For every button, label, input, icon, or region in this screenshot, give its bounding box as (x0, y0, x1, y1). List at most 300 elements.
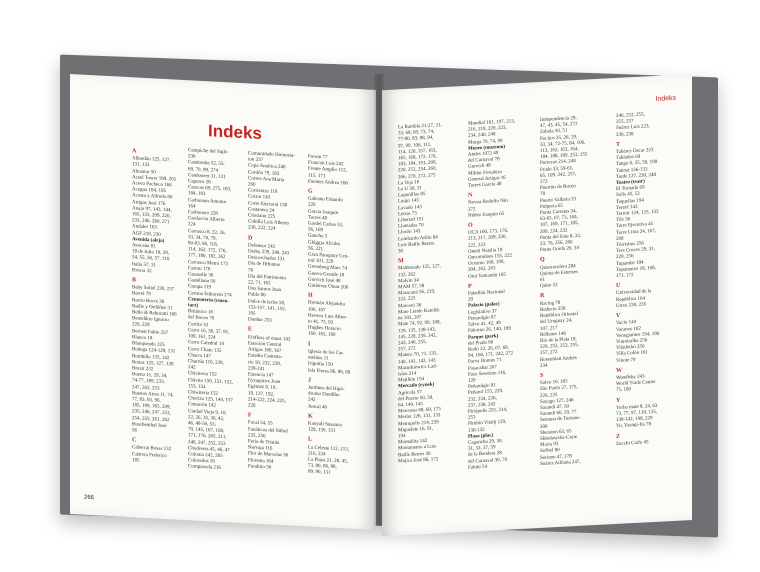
index-entry: Tequellas 194 (616, 198, 644, 205)
index-entry: 56, 221 (308, 246, 323, 253)
index-entry: La Plaza 21, 28, 45, (308, 457, 348, 465)
index-entry: 177, 180, 182, 262 (188, 253, 226, 261)
index-entry: Artigas 168, 167 (248, 347, 282, 355)
index-entry: 138-142, 198, 228 (616, 416, 653, 424)
index-entry: 33, 34, 72-75, 84, 106, (540, 140, 586, 148)
index-entry: Galeano Eduardo (308, 196, 343, 204)
index-entry: Derby 239, 240, 243 (248, 249, 290, 257)
index-entry: Estancia 147 (248, 372, 274, 379)
index-entry: Eyzaguirre Juan (248, 378, 281, 386)
index-entry: Buenos Aires 11, 74, (132, 390, 174, 399)
index-entry: Mate 74, 92, 99, 108, (398, 320, 441, 328)
index-entry: Francini Luis 242 (308, 160, 344, 168)
index-letter-heading: T (616, 141, 621, 148)
index-entry: Rosenblatt Andrés (540, 355, 577, 363)
index-entry: Independencia 29, (540, 116, 577, 123)
index-entry: 242 (188, 365, 196, 371)
index-entry: 65, 109, 242, 257, (540, 171, 577, 179)
index-entry: Pabellón Nacional (468, 289, 505, 297)
index-entry: Copa América 240 (248, 163, 286, 171)
index-entry: República Oriental (540, 312, 578, 320)
index-entry: Candombe 52, 53, (188, 160, 225, 168)
index-entry: Costanera 24 (248, 207, 275, 214)
index-entry: 73, 80, 86, 88, (308, 463, 337, 471)
index-entry: Tannat 126-133 (616, 166, 648, 174)
index-entry: Bodega 124-129, 131 (132, 347, 176, 355)
index-entry: Rodó 22, 26, 67, 68, (468, 345, 509, 353)
index-entry: Salvo 41, 42, 49 (468, 321, 501, 328)
index-entry: 235, 256 (248, 433, 266, 439)
index-entry: Luis Batlle Berres (398, 241, 435, 249)
index-entry: Llamadas 70 (398, 223, 424, 230)
index-entry: Batlle Berres 30 (398, 451, 431, 458)
index-entry: Montañita 142 (398, 439, 428, 446)
index-entry: Cerro 16, 36, 37, 91, (188, 328, 230, 336)
index-entry: 165, 155, 209, 220, (132, 212, 171, 220)
index-entry: 220, 256 (616, 254, 634, 261)
index-entry: Carbonero 228 (188, 210, 218, 217)
index-entry: 78 (248, 267, 253, 274)
index-entry: Avocena 81 (132, 243, 156, 250)
index-entry: Dos Santos Juan (248, 286, 282, 294)
index-entry: 232, 234, 236, (468, 395, 497, 403)
index-entry: Letras 73 (398, 211, 417, 218)
index-entry: Novoa Rodolfo Nin (468, 199, 508, 207)
index-entry: Carrasco 8, 22, 26, (188, 228, 226, 236)
index-entry: del Carnaval 30, 70 (468, 457, 508, 465)
index-entry: Puerto Vallarta 53 (540, 196, 577, 204)
index-entry: Corte Electoral 138 (248, 200, 288, 209)
index-letter-heading: S (540, 372, 544, 379)
right-page (382, 74, 692, 536)
index-column-5 (398, 123, 442, 465)
index-entry: 107, 169, 171, 185, (540, 221, 579, 229)
index-entry: Tarde 127, 230, 248 (616, 172, 657, 180)
index-entry: 130-132 (468, 427, 485, 434)
index-entry: Oroi Yamandú 165 (468, 272, 506, 280)
index-column-2 (188, 148, 233, 473)
index-entry: Sarandí 47, 50 (540, 404, 570, 411)
index-entry: Pablo 86 (248, 292, 266, 299)
index-entry: 234 (540, 363, 548, 369)
index-entry: Parque (park) (468, 333, 499, 341)
index-entry: General Artigas 16 (468, 175, 506, 183)
index-letter-heading: Z (616, 433, 621, 440)
index-entry: Casasolle 36 (188, 272, 214, 279)
index-entry: Tile 36 (616, 217, 631, 224)
index-letter-heading: G (308, 188, 313, 195)
index-entry: Acegua 184, 195 (132, 187, 167, 195)
index-entry: 194 (398, 433, 406, 440)
index-entry: Chorizo 125, 144, 157 (188, 396, 233, 404)
index-entry: Parva Domus 71 (468, 358, 502, 366)
index-entry: Sheraton 63, 65 (540, 429, 572, 436)
index-entry: del Uruguay 24, (540, 318, 573, 326)
index-entry: 226 (308, 202, 316, 209)
index-entry: Cimarrón 142 (188, 402, 216, 409)
index-letter-heading: K (308, 413, 313, 420)
index-letter-heading: B (132, 277, 137, 284)
index-entry: 255, 257 (616, 119, 634, 126)
index-entry: Maria 93 (540, 442, 559, 449)
index-entry: 56, 169 (308, 227, 323, 234)
index-entry: Barrio Bocre 36 (132, 297, 165, 305)
index-entry: Cerro Catedral 14 (188, 340, 224, 348)
index-entry: Teatro (teatr) (616, 179, 645, 187)
index-entry: 183, 184, 191, 209, (398, 160, 437, 168)
index-entry: Cristiano 225 (248, 213, 276, 220)
index-entry: 253 (468, 415, 476, 421)
index-entry: 115, 171 (308, 173, 326, 179)
index-entry: 243, 246, 255, (398, 339, 427, 347)
index-letter-heading: Y (616, 397, 621, 404)
index-entry: 164 (188, 204, 196, 210)
index-entry: Torres García 48 (468, 182, 502, 189)
index-letter-heading: A (132, 148, 137, 155)
index-entry: La Teja 16 (398, 180, 420, 187)
index-letter-heading: D (248, 234, 253, 242)
index-entry: 153, 154 (188, 383, 206, 390)
index-entry: 224 (188, 222, 196, 229)
index-entry: 184, 188, 189, 253, 255 (540, 152, 588, 161)
index-entry: Barrel 79 (132, 291, 151, 298)
index-entry: 18 de Julio 18, 29, (132, 249, 169, 257)
index-entry: Chivito 150, 151, 152, (188, 377, 234, 386)
index-entry: Cordón 79, 183 (248, 169, 280, 177)
index-entry: 216, 234 (308, 451, 326, 458)
index-entry: 209, 224, 232 (540, 228, 568, 235)
index-entry: Tablados 69 (616, 154, 641, 162)
index-letter-heading: P (468, 283, 472, 290)
index-entry: Metropolis 214, 239 (398, 419, 439, 427)
index-entry: Torre Ejecutiva 45 (616, 222, 654, 230)
index-entry: Onetti Natalia 18 (468, 247, 503, 255)
index-entry: Castellano 50 (188, 278, 216, 285)
index-entry: Acevo Pacheco 166 (132, 181, 172, 189)
index-entry: Carrasco Metro 173 (188, 259, 228, 267)
index-entry: Tabárez Óscar 223 (616, 148, 654, 155)
index-entry: 29 (468, 297, 473, 304)
index-entry: Legislativo 37 (468, 308, 497, 316)
index-entry: Pulpería 65 (540, 203, 563, 210)
index-entry: 171, 172 (616, 273, 634, 280)
index-entry: Terroir 124, 125, 133 (616, 209, 659, 218)
index-entry: Fabini 54 (468, 464, 488, 471)
index-entry: Blanco 18 (132, 335, 153, 342)
index-column-8 (616, 112, 659, 448)
index-entry: 69, 70, 99, 274 (188, 166, 218, 174)
index-entry: Acosta y Alfredo 80 (132, 193, 173, 201)
index-entry: Pocitos 25, 26, 29, (540, 134, 578, 142)
index-entry: 46, 48-50, 53, (188, 421, 216, 428)
index-entry: Peñarolgio 81 (468, 383, 496, 390)
index-entry: Mundial 161, 197, 213, (468, 119, 515, 127)
index-entry: Guerra Grande 18 (308, 271, 345, 279)
index-entry: Gurvich 48 (468, 163, 491, 171)
index-entry: Prado 33, 59-61, (540, 165, 574, 173)
index-entry: Bonaz 125, 127, 128 (132, 359, 174, 368)
index-entry: Vacío 144 (616, 320, 637, 327)
index-entry: Irigoitia 150 (308, 361, 333, 369)
index-entry: 129, 130, 131 (308, 427, 336, 435)
index-entry: Herrera Luis Alber- (308, 313, 348, 321)
index-entry: Caberrat Rosas 132 (132, 445, 172, 453)
index-entry: 236 (188, 154, 196, 160)
index-entry: Lavado 143 (398, 204, 422, 212)
index-entry: Campiche del Siglo (188, 148, 228, 156)
page-title: Indeks (208, 121, 262, 144)
index-entry: 234, 240, 248 (468, 132, 496, 140)
index-entry: Solís 45, 52 (616, 192, 640, 199)
index-entry: Anajo 97, 143, 144, (132, 206, 172, 214)
index-column-3 (248, 151, 295, 472)
index-entry: 22, 71, 165 (248, 280, 271, 287)
index-entry: Bueno 11, 29, 34, (132, 372, 168, 380)
index-entry: 247, 262, 253 (132, 384, 160, 392)
index-entry: 109, 161, 224 (188, 334, 216, 341)
index-entry: 120 (468, 378, 476, 384)
index-entry: Gaucho 5 (308, 233, 328, 240)
index-entry: rio 18, 232, 239, (248, 359, 282, 367)
index-entry: 94, 160, 171, 242, 272 (468, 351, 513, 359)
index-entry: 131, 133 (132, 162, 150, 169)
index-entry: Candoneet 31, 131 (188, 172, 226, 180)
index-entry: Punta Gorda 26, 34 (540, 246, 579, 254)
index-entry: Puertito de Buceo (540, 184, 576, 192)
index-entry: ne 202, 207 (398, 315, 422, 322)
index-entry: Cubilla Luis Alberto (248, 219, 290, 227)
index-entry: Tereré 143 (616, 204, 638, 211)
index-entry: Narvaja 116 (248, 445, 273, 452)
index-entry: Isla Flores 86, 88, 89 (308, 367, 351, 376)
index-entry: Cerro Chato 135 (188, 346, 222, 354)
index-entry: Agrícola 57 (398, 389, 422, 396)
index-entry: Hermán Alejandra (308, 300, 345, 308)
index-letter-heading: U (616, 283, 621, 290)
index-entry: La Celeste 112, 213, (308, 445, 350, 453)
index-column-6 (468, 119, 515, 471)
index-entry: Forum 77 (308, 154, 328, 161)
index-entry: Hughes Horacio (308, 325, 341, 333)
index-entry: Fuentes Andrea 180 (308, 179, 348, 187)
index-entry: Pałacio (pałac) (468, 302, 500, 310)
index-entry: Gutiérrez Omar 206 (308, 283, 349, 291)
index-entry: Murga 70, 74, 99 (468, 138, 503, 146)
index-entry: Chivitería 152 (188, 371, 217, 379)
index-entry: Yo, Yaangi-Ita 78 (616, 422, 652, 430)
index-entry: 73, 77, 97, 118, 135, (616, 409, 658, 417)
index-entry: 254, 255, 261, 262 (132, 415, 170, 423)
index-entry: Llorón 143 (398, 229, 421, 236)
index-letter-heading: J (308, 377, 311, 384)
index-entry: 242 (308, 397, 316, 404)
index-entry: OCA 160, 173, 176, (468, 228, 509, 236)
index-entry: 260 (248, 182, 256, 188)
index-entry: 78 (540, 192, 545, 198)
index-entry: 107, 217 (540, 325, 558, 332)
index-entry: La U 30, 31 (398, 186, 422, 193)
index-entry: Universidad de la (616, 289, 652, 297)
index-entry: Plaza (plac) (468, 433, 494, 440)
index-entry: Cavana Editorem 274 (188, 290, 232, 299)
index-entry: Tórrisbus 256 (616, 241, 644, 249)
index-entry: Batlle y Ordóñez 31 (132, 304, 173, 312)
index-entry: Miguelete 16, 91, (398, 426, 434, 434)
index-entry: Río de la Plata 18, (540, 336, 577, 344)
index-entry: 106, 107 (308, 307, 326, 314)
index-entry: 132, 262 (398, 272, 416, 279)
index-entry: Casapa 119 (188, 284, 212, 291)
index-entry: 80-83, 86, 105, (188, 241, 219, 248)
index-entry: Maldonado 125, 127, (398, 264, 441, 272)
index-entry: Colonia 242, 265 (188, 452, 223, 459)
index-entry: 185, 199, 165, 209, (132, 403, 171, 411)
index-entry: Racing 78 (540, 300, 561, 307)
index-entry: del Buceo 78 (188, 315, 215, 323)
index-entry: Andaler 163 (132, 224, 157, 231)
index-letter-heading: V (616, 312, 621, 320)
index-entry: Comunidado Homosia- (248, 151, 295, 159)
index-entry: Punta Carretas 34, (540, 209, 577, 217)
index-entry: Charrúa 116, 238, (188, 359, 224, 366)
index-entry: Artigas José 176 (132, 199, 166, 207)
index-entry: 47, 43, 45, 54, 272 (540, 122, 578, 130)
index-entry: Cagancha 29, 30, (468, 438, 503, 446)
index-entry: 75, 180 (616, 387, 631, 394)
index-entry: Aboiatar 50 (132, 168, 156, 176)
index-entry: Malvín 34 (398, 278, 419, 285)
index-entry: 19, 137, 192, (248, 390, 275, 398)
index-entry: Museo (muzeum) (468, 144, 506, 152)
index-entry: El Tornado 69 (616, 185, 645, 193)
index-entry: Descorchados 131 (248, 255, 285, 263)
index-entry: García Joaquín (308, 209, 339, 216)
index-entry: 160, 162, 168 (308, 331, 336, 339)
index-entry: 63-65, 67, 73, 104, (540, 215, 578, 223)
index-entry: Greenberg Marc 74 (308, 264, 348, 272)
index-entry: Venegiamos 194, 196 (616, 331, 660, 339)
index-letter-heading: W (616, 367, 622, 374)
index-entry: 185 (132, 457, 140, 464)
index-entry: Baby Soliel 230, 237 (132, 285, 175, 293)
index-entry: Ghiggia Alcides (308, 240, 341, 247)
index-entry: Carbonam Antonio (188, 197, 227, 205)
index-entry: Blanqueado 225 (132, 341, 165, 349)
index-entry: 184, 193 (188, 191, 206, 198)
index-entry: Colorados 18 (188, 458, 215, 465)
index-entry: 165, 168, 172, 176, (398, 154, 437, 162)
index-letter-heading: N (468, 192, 473, 199)
index-entry: Correa Ana María (248, 176, 285, 184)
index-entry: 145, 228, 239, 242, (398, 333, 437, 341)
index-entry: Gurvich José 48 (308, 277, 341, 285)
index-entry: Pasacabar 267 (468, 364, 497, 372)
index-entry: Chacra 147 (188, 352, 211, 360)
index-entry: Quito 22 (540, 283, 558, 290)
index-entry: tarz) (188, 303, 199, 309)
index-entry: Comparsola 216 (188, 464, 221, 472)
index-entry: Cabrera Federico (132, 451, 167, 459)
index-entry: Mare Lendo Katolik- (398, 308, 441, 316)
index-entry: 266, 270, 272, 275 (398, 173, 436, 181)
index-entry: Caracas 69, 275, 183, (188, 185, 232, 193)
index-entry: 272 (540, 179, 548, 185)
index-entry: 33, 68, 69, 73, 74, (398, 129, 435, 137)
index-entry: 54, 55, 56, 57, 110 (132, 255, 170, 263)
index-entry: 56 (132, 428, 137, 434)
index-entry: La Rambla 21-27, 31, (398, 123, 442, 131)
index-entry: Maracaná 56, 219, (398, 289, 436, 297)
index-entry: Carrau 178 (188, 266, 211, 273)
index-entry: World Trade Center (616, 380, 656, 388)
index-entry: Egémez 8, 10, (248, 384, 277, 392)
index-entry: 22, 26, 35, 36, 42, (188, 414, 225, 422)
index-entry: 77, 83, 93, 96, (132, 397, 161, 404)
index-letter-heading: O (468, 222, 473, 229)
index-entry: Suárez Luis 223, (616, 124, 650, 132)
index-entry: Mujica José 86, 172 (398, 457, 439, 465)
index-entry: Yerba mate 8, 24, 63 (616, 403, 658, 411)
index-entry: 246, 252, 253, (616, 112, 645, 119)
index-letter-heading: I (308, 341, 311, 348)
index-entry: Pirubin Vitalij 129, (468, 420, 507, 428)
index-entry: Cardaccio Alberto (188, 216, 225, 224)
index-entry: Bello & Reboratti 166 (132, 310, 177, 318)
index-entry: Corrientes 118 (248, 188, 278, 196)
index-letter-heading: C (132, 437, 137, 444)
index-entry: Ciudad Vieja 9, 10, (188, 408, 227, 416)
running-header: Indeks (655, 94, 676, 103)
index-entry: Rivera 32 (132, 268, 152, 275)
index-entry: Villa Colón 161 (616, 350, 648, 358)
index-entry: 140, 141, 142, 143 (398, 357, 436, 365)
index-entry: Punta del Este 8, 22, (540, 233, 582, 241)
index-entry: Chiwitería 152 (188, 390, 218, 397)
index-entry: Dunbar 253 (248, 317, 272, 324)
index-entry: 30 (398, 249, 403, 255)
index-entry: 97, 99, 106, 111, (398, 142, 432, 150)
index-entry: 171, 176, 205, 211, (188, 433, 227, 441)
index-entry: Militar Fortaleza (468, 169, 502, 177)
index-entry: República 164 (616, 296, 646, 303)
index-entry: Fanáticos del fútbol (248, 426, 288, 434)
index-letter-heading: R (540, 293, 545, 300)
index-entry: Defensor 242 (248, 243, 276, 250)
index-entry: Jardines del Hipó- (308, 385, 345, 393)
index-entry: Merlot 126, 131, 133 (398, 413, 441, 421)
index-entry: 236, 238 (616, 131, 634, 138)
index-entry: Cementerio (cmen- (188, 297, 229, 305)
index-entry: São Paulo 27, 175, (540, 385, 578, 393)
index-entry: Quancarolera 284 (540, 263, 576, 271)
index-entry: 70, 145, 167, 168, (188, 427, 225, 435)
index-entry: 237, 238, 242 (468, 402, 496, 409)
index-entry: melitas 11 (308, 355, 329, 362)
index-entry: 195 (248, 311, 256, 317)
index-entry: Torres 48 (308, 215, 327, 222)
page-number: 266 (84, 494, 95, 502)
index-entry: Iglesia de los Car- (308, 349, 345, 357)
index-entry: Buschenthal José (132, 421, 167, 429)
index-entry: Benedikto Ignacio (132, 316, 169, 324)
index-entry: Suárez Adriana 247, (540, 459, 581, 467)
index-entry: Viladerbó 250 (616, 344, 645, 352)
index-entry: Flor de Marcelas 56 (248, 451, 289, 459)
index-entry: 257, 272 (398, 346, 416, 353)
index-entry: Tango 6, 35, 56, 198 (616, 160, 658, 168)
index-entry: 220, 252, 254, 260, (398, 166, 437, 174)
index-entry: Largo 143 (398, 198, 419, 205)
